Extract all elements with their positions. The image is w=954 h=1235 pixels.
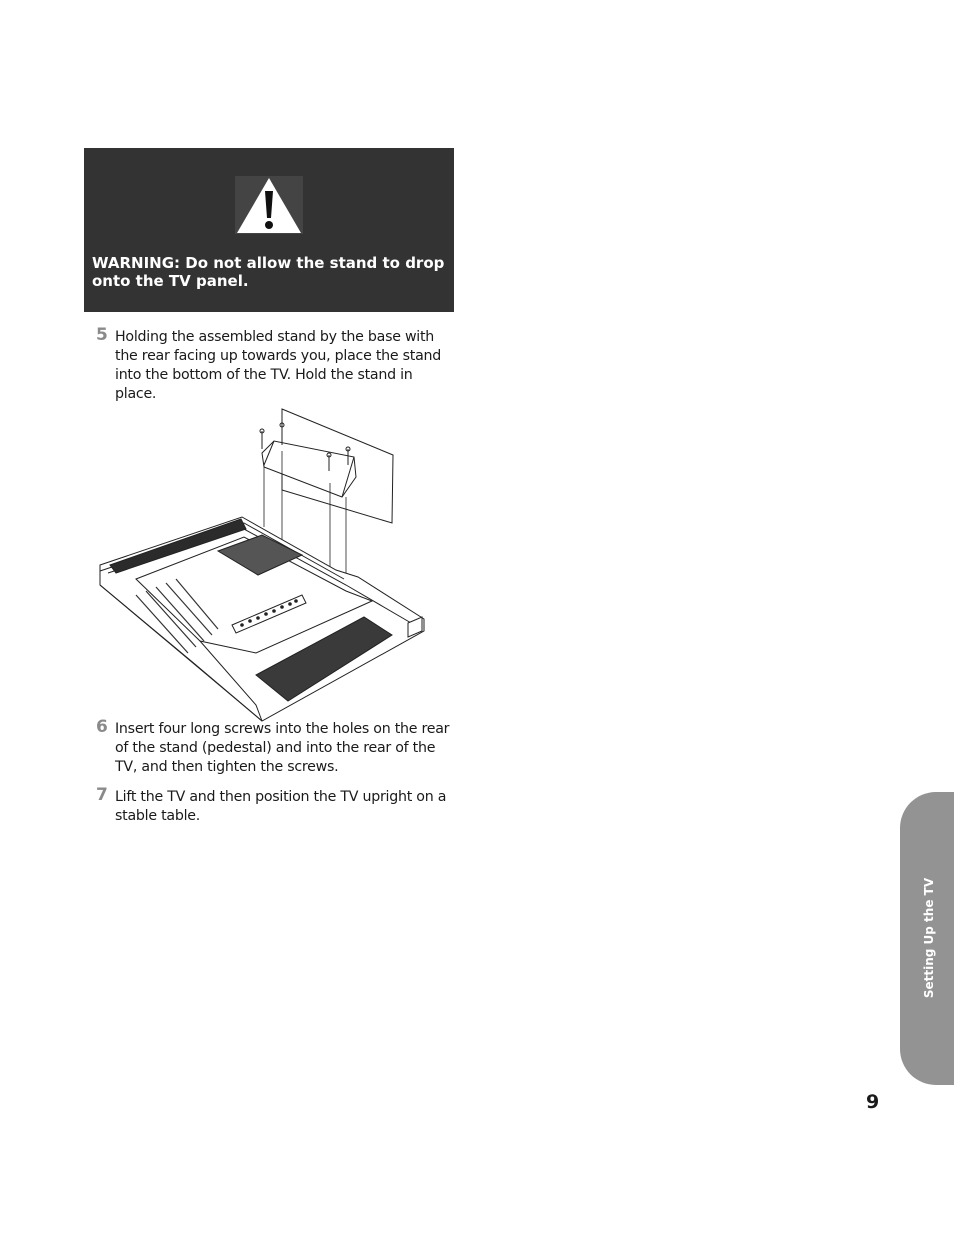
page-number: 9	[866, 1091, 880, 1113]
warning-box	[84, 148, 454, 312]
step-text: Insert four long screws into the holes on the rear of the stand (pedestal) and into the rear of the TV, and then tighten the screws.	[115, 721, 450, 775]
section-tab-label: Setting Up the TV	[922, 877, 936, 999]
tv-stand-illustration	[96, 405, 436, 723]
step-number: 6	[96, 717, 108, 737]
warning-text: WARNING: Do not allow the stand to drop onto the TV panel.	[92, 254, 445, 290]
step-number: 7	[96, 785, 108, 805]
warning-triangle-icon	[235, 176, 303, 234]
step-text: Holding the assembled stand by the base with the rear facing up towards you, place the stand into the bottom of the TV. Hold the stand in place.	[115, 329, 442, 402]
step-text: Lift the TV and then position the TV upright on a stable table.	[115, 789, 447, 824]
step-number: 5	[96, 325, 108, 345]
